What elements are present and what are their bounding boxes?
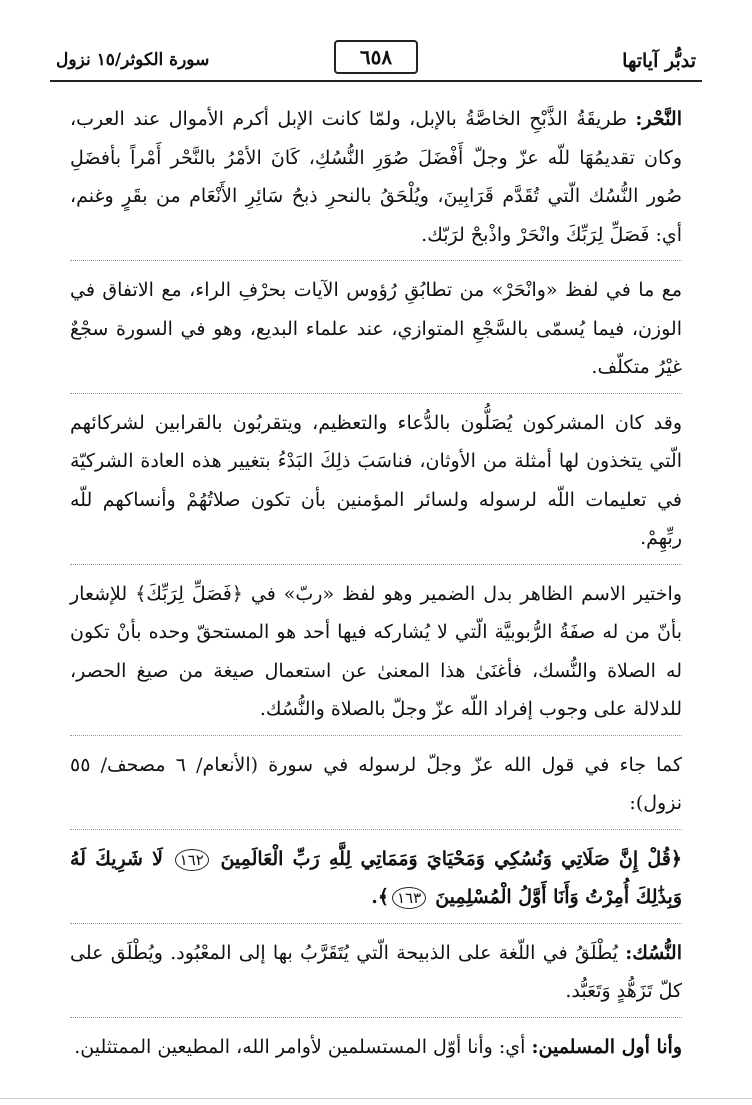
surah-label: سورة الكوثر/١٥ نزول: [56, 50, 210, 70]
paragraph-text: وقد كان المشركون يُصَلُّون بالدُّعاء والتعظيم، ويتقربُون بالقرابين لشركائهم الّتي يتخذون لها أمثلة من الأوثان، فناسَبَ ذلِكَ البَدْءُ بتغيير هذه العادة الشركيّة في تعليمات اللّه لرسوله ولسائر المؤمنين بأن تكون صلاتُهُمْ وأنساكهم للّه ربِّهِمْ.: [70, 411, 682, 549]
book-title: تدبُّر آياتها: [622, 50, 696, 72]
paragraph-anam: [70, 746, 682, 830]
term-label: النُّسُك:: [625, 941, 682, 964]
paragraph-text: أي: وأنا أوّل المستسلمين لأوامر الله، المطيعين الممتثلين.: [74, 1035, 532, 1058]
paragraph-nahr: [70, 100, 682, 261]
quran-text-2: لَا شَرِيكَ لَهُ وَبِذَٰلِكَ أُمِرْتُ وَأَنَا أَوَّلُ الْمُسْلِمِينَ: [70, 847, 682, 908]
page-header: [50, 36, 702, 82]
quran-text-1: ﴿قُلْ إِنَّ صَلَاتِي وَنُسُكِي وَمَحْيَايَ وَمَمَاتِي لِلَّهِ رَبِّ الْعَالَمِينَ: [220, 847, 682, 870]
paragraph-text: واختير الاسم الظاهر بدل الضمير وهو لفظ «ربّ» في ﴿فَصَلِّ لِرَبِّكَ﴾ للإشعار بأنّ من له صفَةُ الرُّبوبيَّة الّتي لا يُشاركه فيها أحد هو المستحقّ وحده بأنْ تكون له الصلاة والنُّسك، فأغنَىٰ هذا المعنىٰ عن استعمال صيغة من صيغ الحصر، للدلالة على وجوب إفراد اللّه عزّ وجلّ بالصلاة والنُّسُك.: [70, 582, 682, 720]
paragraph-mushrikun: [70, 404, 682, 565]
paragraph-text: طريقَةُ الذَّبْحِ الخاصَّةُ بالإبل، ولمّا كانت الإبل أكرم الأموال عند العرب، وكان تقديمُهَا للّه عزّ وجلّ أَفْضَلَ صُوَرِ النُّسُكِ، كَانَ الأمْرُ بالنَّحْر أَمْراً بأفضَلِ صُور النُّسُك الّتي تُقَدَّم قَرَابِينَ، ويُلْحَقُ بالنحرِ ذبحُ سَائِرِ الأَنْعَام من بقَرٍ وغنم، أي: فَصَلِّ لِرَبِّكَ وانْحَرْ واذْبحْ لرَبّك.: [70, 108, 682, 246]
term-label: وأنا أول المسلمين:: [531, 1035, 682, 1058]
paragraph-muslimin: [70, 1028, 682, 1073]
paragraph-text: مع ما في لفظ «وانْحَرْ» من تطابُقِ رُؤوس الآيات بحرْفِ الراء، مع الاتفاق في الوزن، فيما يُسمّى بالسَّجْعِ المتوازي، عند علماء البديع، وهو في السورة سجْعٌ غيْرُ متكلّف.: [70, 279, 682, 378]
page-number: ٦٥٨: [334, 40, 418, 74]
ayah-number-marker: ١٦٣: [392, 887, 426, 909]
paragraph-saj: [70, 271, 682, 394]
paragraph-text: يُطْلَقُ في اللّغة على الذبيحة الّتي يُتَقَرَّبُ بها إلى المعْبُود. ويُطْلَق على كلّ تَزَهُّدٍ وَتَعَبُّد.: [70, 941, 682, 1002]
term-label: النَّحْر:: [635, 108, 682, 130]
quran-verse: [70, 840, 682, 924]
paragraph-text: كما جاء في قول الله عزّ وجلّ لرسوله في سورة (الأنعام/ ٦ مصحف/ ٥٥ نزول):: [70, 753, 682, 814]
page-bottom-rule: [0, 1097, 752, 1099]
paragraph-nusuk: [70, 934, 682, 1018]
page-content: [70, 100, 682, 1082]
ayah-number-marker: ١٦٢: [175, 849, 209, 871]
quran-close: ﴾.: [371, 886, 389, 908]
paragraph-rabb: [70, 575, 682, 736]
